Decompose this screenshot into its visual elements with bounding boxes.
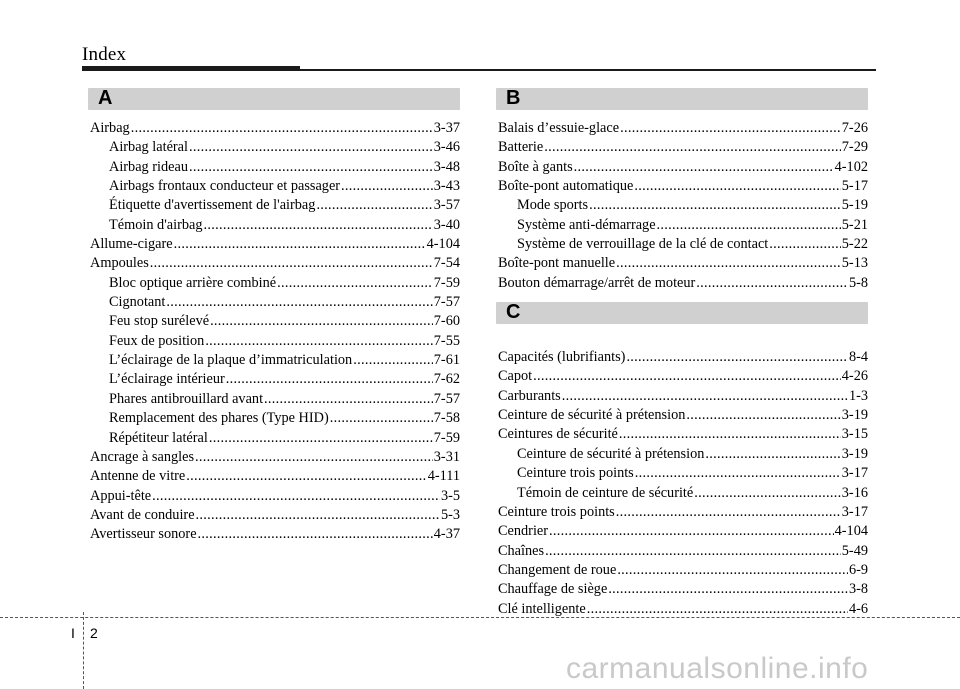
entry-label: Airbag xyxy=(90,120,130,136)
index-subentry xyxy=(90,138,460,157)
index-entry xyxy=(90,467,460,486)
entry-page-number: 4-102 xyxy=(834,158,868,175)
entry-label: Témoin d'airbag xyxy=(109,216,203,233)
index-entry xyxy=(90,448,460,467)
entry-label: Changement de roue xyxy=(498,561,617,578)
dot-leader xyxy=(196,506,440,525)
entry-page-number: 5-49 xyxy=(841,542,868,559)
entry-page-number: 4-37 xyxy=(433,526,460,543)
entry-label: Boîte-pont automatique xyxy=(498,178,634,195)
entry-page-number: 7-59 xyxy=(433,274,460,291)
entry-page-number: 5-3 xyxy=(440,506,460,523)
section-header-c xyxy=(496,302,868,324)
entry-page-number: 3-5 xyxy=(440,487,460,504)
index-subentry xyxy=(90,429,460,448)
dot-leader xyxy=(210,312,433,331)
index-list-c xyxy=(498,348,868,619)
entry-label: Ancrage à sangles xyxy=(90,448,195,465)
entry-page-number: 3-15 xyxy=(841,426,868,443)
index-entry xyxy=(90,506,460,525)
dot-leader xyxy=(166,293,432,312)
entry-label: Ceinture de sécurité à prétension xyxy=(517,445,705,462)
dot-leader xyxy=(686,406,840,425)
dot-leader xyxy=(587,600,848,619)
footer-crop-line-horizontal xyxy=(0,617,960,618)
dot-leader xyxy=(198,525,433,544)
entry-page-number: 3-43 xyxy=(433,178,460,195)
entry-page-number: 7-54 xyxy=(433,255,460,272)
index-subentry xyxy=(90,332,460,351)
dot-leader xyxy=(186,467,426,486)
dot-leader xyxy=(657,216,841,235)
entry-label: Batterie xyxy=(498,139,544,156)
entry-page-number: 3-46 xyxy=(433,139,460,156)
dot-leader xyxy=(189,158,433,177)
dot-leader xyxy=(589,196,841,215)
index-subentry xyxy=(498,464,868,483)
index-entry xyxy=(90,487,460,506)
entry-page-number: 5-22 xyxy=(841,236,868,253)
entry-label: Cendrier xyxy=(498,523,549,540)
index-subentry xyxy=(90,274,460,293)
entry-page-number: 3-57 xyxy=(433,197,460,214)
dot-leader xyxy=(617,561,848,580)
entry-label: Airbags frontaux conducteur et passager xyxy=(109,178,341,195)
index-entry xyxy=(498,561,868,580)
index-subentry xyxy=(90,370,460,389)
entry-label: Chauffage de siège xyxy=(498,581,608,598)
entry-page-number: 3-16 xyxy=(841,484,868,501)
entry-label: Ceinture de sécurité à prétension xyxy=(498,407,686,424)
entry-label: Système de verrouillage de la clé de contact xyxy=(517,236,769,253)
dot-leader xyxy=(619,425,841,444)
entry-label: Remplacement des phares (Type HID) xyxy=(109,410,329,427)
section-header-b xyxy=(496,88,868,110)
dot-leader xyxy=(189,138,433,157)
entry-label: L’éclairage intérieur xyxy=(109,371,225,388)
dot-leader xyxy=(608,580,848,599)
section-letter-b: B xyxy=(506,87,521,109)
entry-label: Clé intelligente xyxy=(498,600,586,617)
index-entry xyxy=(498,580,868,599)
index-subentry xyxy=(498,196,868,215)
entry-page-number: 8-4 xyxy=(848,349,868,366)
entry-page-number: 3-8 xyxy=(848,581,868,598)
index-subentry xyxy=(90,390,460,409)
entry-label: Appui-tête xyxy=(90,487,152,504)
entry-page-number: 7-57 xyxy=(433,390,460,407)
dot-leader xyxy=(616,254,841,273)
index-entry xyxy=(498,348,868,367)
footer-section-marker: I xyxy=(71,625,75,641)
entry-page-number: 7-26 xyxy=(841,120,868,136)
index-entry xyxy=(498,119,868,138)
index-entry xyxy=(90,525,460,544)
entry-page-number: 4-111 xyxy=(427,468,460,485)
entry-label: Cignotant xyxy=(109,294,166,311)
dot-leader xyxy=(264,390,433,409)
index-entry xyxy=(90,235,460,254)
index-entry xyxy=(498,274,868,293)
index-entry xyxy=(498,542,868,561)
entry-label: Avertisseur sonore xyxy=(90,526,197,543)
entry-page-number: 7-55 xyxy=(433,332,460,349)
index-entry xyxy=(498,522,868,541)
dot-leader xyxy=(209,429,433,448)
entry-page-number: 3-17 xyxy=(841,503,868,520)
index-subentry xyxy=(90,196,460,215)
dot-leader xyxy=(694,484,841,503)
entry-label: Airbag rideau xyxy=(109,158,188,175)
entry-label: Feux de position xyxy=(109,332,205,349)
entry-page-number: 7-58 xyxy=(433,410,460,427)
entry-label: Carburants xyxy=(498,387,561,404)
entry-page-number: 3-40 xyxy=(433,216,460,233)
index-entry xyxy=(498,254,868,273)
dot-leader xyxy=(626,348,848,367)
right-column xyxy=(498,88,868,619)
entry-label: Témoin de ceinture de sécurité xyxy=(517,484,694,501)
index-entry xyxy=(498,138,868,157)
entry-page-number: 4-6 xyxy=(848,600,868,617)
entry-label: Système anti-démarrage xyxy=(517,216,656,233)
entry-page-number: 4-104 xyxy=(834,523,868,540)
entry-page-number: 7-62 xyxy=(433,371,460,388)
index-subentry xyxy=(90,177,460,196)
entry-page-number: 7-61 xyxy=(433,352,460,369)
entry-page-number: 3-19 xyxy=(841,407,868,424)
entry-page-number: 3-48 xyxy=(433,158,460,175)
entry-label: Bouton démarrage/arrêt de moteur xyxy=(498,274,696,291)
entry-page-number: 5-8 xyxy=(848,274,868,291)
entry-label: Ceinture trois points xyxy=(498,503,615,520)
entry-page-number: 1-3 xyxy=(848,387,868,404)
entry-page-number: 4-26 xyxy=(841,368,868,385)
entry-page-number: 6-9 xyxy=(848,561,868,578)
dot-leader xyxy=(574,158,834,177)
entry-label: Feu stop surélevé xyxy=(109,313,210,330)
section-letter-c: C xyxy=(506,301,521,324)
index-subentry xyxy=(498,216,868,235)
entry-page-number: 7-57 xyxy=(433,294,460,311)
index-entry xyxy=(90,254,460,273)
entry-page-number: 3-17 xyxy=(841,465,868,482)
watermark: carmanualsonline.info xyxy=(566,652,869,685)
index-subentry xyxy=(90,293,460,312)
dot-leader xyxy=(544,138,841,157)
dot-leader xyxy=(226,370,433,389)
index-entry xyxy=(498,158,868,177)
dot-leader xyxy=(131,119,433,138)
entry-label: Capot xyxy=(498,368,533,385)
entry-label: Répétiteur latéral xyxy=(109,429,208,446)
dot-leader xyxy=(545,542,841,561)
entry-page-number: 4-104 xyxy=(426,236,460,253)
entry-page-number: 3-37 xyxy=(433,120,460,136)
header-rule-thin xyxy=(300,69,876,71)
index-list-a xyxy=(90,119,460,545)
index-subentry xyxy=(90,158,460,177)
entry-page-number: 3-31 xyxy=(433,448,460,465)
index-subentry xyxy=(90,312,460,331)
entry-label: Phares antibrouillard avant xyxy=(109,390,264,407)
dot-leader xyxy=(316,196,432,215)
index-entry xyxy=(498,367,868,386)
header-rule-thick xyxy=(82,66,300,71)
entry-label: Boîte à gants xyxy=(498,158,573,175)
page-title: Index xyxy=(82,44,127,65)
entry-label: Ceintures de sécurité xyxy=(498,426,618,443)
entry-label: Antenne de vitre xyxy=(90,468,186,485)
footer-crop-line-vertical xyxy=(83,612,84,689)
entry-page-number: 5-17 xyxy=(841,178,868,195)
dot-leader xyxy=(616,503,841,522)
entry-label: Mode sports xyxy=(517,197,589,214)
entry-label: Allume-cigare xyxy=(90,236,173,253)
dot-leader xyxy=(341,177,433,196)
entry-label: Ampoules xyxy=(90,255,149,272)
entry-label: Chaînes xyxy=(498,542,545,559)
index-subentry xyxy=(498,445,868,464)
index-entry xyxy=(498,425,868,444)
entry-label: Avant de conduire xyxy=(90,506,195,523)
entry-page-number: 7-60 xyxy=(433,313,460,330)
dot-leader xyxy=(277,274,433,293)
entry-label: Étiquette d'avertissement de l'airbag xyxy=(109,197,316,214)
dot-leader xyxy=(150,254,433,273)
dot-leader xyxy=(696,274,848,293)
index-subentry xyxy=(90,409,460,428)
index-entry xyxy=(498,177,868,196)
footer-page-number: 2 xyxy=(90,625,98,641)
dot-leader xyxy=(635,464,841,483)
index-entry xyxy=(498,387,868,406)
dot-leader xyxy=(705,445,840,464)
entry-label: Boîte-pont manuelle xyxy=(498,255,616,272)
entry-page-number: 5-13 xyxy=(841,255,868,272)
index-entry xyxy=(498,600,868,619)
dot-leader xyxy=(330,409,433,428)
dot-leader xyxy=(205,332,432,351)
entry-page-number: 5-21 xyxy=(841,216,868,233)
dot-leader xyxy=(634,177,840,196)
entry-label: Bloc optique arrière combiné xyxy=(109,274,277,291)
index-entry xyxy=(498,503,868,522)
entry-label: L’éclairage de la plaque d’immatriculation xyxy=(109,352,353,369)
dot-leader xyxy=(353,351,433,370)
dot-leader xyxy=(152,487,440,506)
dot-leader xyxy=(174,235,426,254)
index-subentry xyxy=(498,484,868,503)
dot-leader xyxy=(549,522,834,541)
dot-leader xyxy=(533,367,841,386)
entry-label: Balais d’essuie-glace xyxy=(498,120,620,136)
dot-leader xyxy=(769,235,841,254)
entry-page-number: 7-59 xyxy=(433,429,460,446)
entry-page-number: 3-19 xyxy=(841,445,868,462)
entry-label: Capacités (lubrifiants) xyxy=(498,349,626,366)
index-subentry xyxy=(498,235,868,254)
index-list-b xyxy=(498,119,868,293)
section-header-a xyxy=(88,88,460,110)
entry-page-number: 5-19 xyxy=(841,197,868,214)
index-subentry xyxy=(90,351,460,370)
entry-label: Airbag latéral xyxy=(109,139,188,156)
section-letter-a: A xyxy=(98,87,113,109)
index-subentry xyxy=(90,216,460,235)
left-column xyxy=(90,88,460,545)
dot-leader xyxy=(562,387,848,406)
dot-leader xyxy=(195,448,433,467)
entry-page-number: 7-29 xyxy=(841,139,868,156)
dot-leader xyxy=(620,119,841,138)
entry-label: Ceinture trois points xyxy=(517,465,634,482)
dot-leader xyxy=(204,216,433,235)
index-entry xyxy=(90,119,460,138)
index-entry xyxy=(498,406,868,425)
